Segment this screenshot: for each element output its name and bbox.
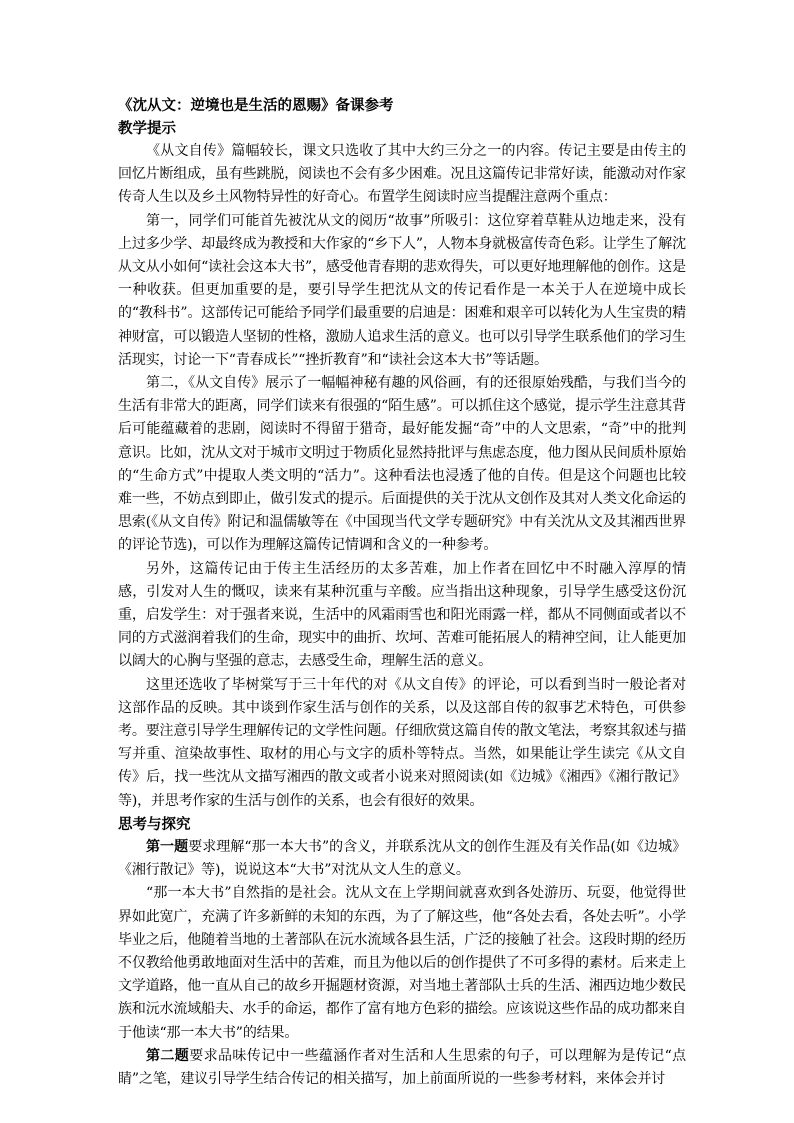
paragraph-text: 这里还选收了毕树棠写于三十年代的对《从文自传》的评论，可以看到当时一般论者对这部作品的反映。其中谈到作家生活与创作的关系，以及这部自传的叙事艺术特色，可供参考。要注意引导学生理解传记的文学性问题。仔细欣赏这篇自传的散文笔法，考察其叙述与描写并重、渲染故事性、取材的用心与文字的质朴等特点。当然，如果能让学生读完《从文自传》后，找一些沈从文描写湘西的散文或者小说来对照阅读(如《边城》《湘西》《湘行散记》等)，并思考作家的生活与创作的关系，也会有很好的效果。 bbox=[118, 676, 686, 809]
paragraph-text: 要求理解“那一本大书”的含义，并联系沈从文的创作生涯及有关作品(如《边城》《湘行散记》等)，说说这本“大书”对沈从文人生的意义。 bbox=[118, 838, 686, 879]
paragraph bbox=[118, 558, 686, 674]
paragraph-text: 第一，同学们可能首先被沈从文的阅历“故事”所吸引：这位穿着草鞋从边地走来，没有上过多少学、却最终成为教授和大作家的“乡下人”，人物本身就极富传奇色彩。让学生了解沈从文从小如何“读社会这本大书”，感受他青春期的悲欢得失，可以更好地理解他的创作。这是一种收获。但更加重要的是，要引导学生把沈从文的传记看作是一本关于人在逆境中成长的“教科书”。这部传记可能给予同学们最重要的启迪是：困难和艰辛可以转化为人生宝贵的精神财富，可以锻造人坚韧的性格，激励人追求生活的意义。也可以引导学生联系他们的学习生活现实，讨论一下“青春成长”“挫折教育”和“读社会这本大书”等话题。 bbox=[118, 212, 687, 368]
paragraph-text: 《从文自传》篇幅较长，课文只选收了其中大约三分之一的内容。传记主要是由传主的回忆片断组成，虽有些跳脱，阅读也不会有多少困难。况且这篇传记非常好读，能激动对作家传奇人生以及乡土风物特异性的好奇心。布置学生阅读时应当提醒注意两个重点： bbox=[118, 143, 686, 206]
question-lead: 第一题 bbox=[146, 838, 189, 855]
question-lead: 第二题 bbox=[146, 1047, 190, 1064]
paragraph bbox=[118, 140, 686, 210]
paragraph bbox=[118, 210, 686, 372]
section-heading-teaching-tips: 教学提示 bbox=[118, 120, 176, 137]
document-page bbox=[118, 94, 686, 1091]
paragraph bbox=[118, 372, 686, 558]
document-title: 《沈从文：逆境也是生活的恩赐》备课参考 bbox=[118, 97, 394, 114]
paragraph bbox=[118, 882, 686, 1044]
paragraph-text: 第二，《从文自传》展示了一幅幅神秘有趣的风俗画，有的还很原始残酷，与我们当今的生活有非常大的距离，同学们读来有很强的“陌生感”。可以抓住这个感觉，提示学生注意其背后可能蕴藏着的悲剧，阅读时不得留于猎奇，最好能发掘“奇”中的人文思索，“奇”中的批判意识。比如，沈从文对于城市文明过于物质化显然持批评与焦虑态度，他力图从民间质朴原始的“生命方式”中提取人类文明的“活力”。这种看法也浸透了他的自传。但是这个问题也比较难一些，不妨点到即止，做引发式的提示。后面提供的关于沈从文创作及其对人类文化命运的思索(《从文自传》附记和温儒敏等在《中国现当代文学专题研究》中有关沈从文及其湘西世界的评论节选)，可以作为理解这篇传记情调和含义的一种参考。 bbox=[118, 375, 687, 554]
section-heading-thinking-exploring: 思考与探究 bbox=[118, 815, 191, 833]
paragraph-text: 要求品味传记中一些蕴涵作者对生活和人生思索的句子，可以理解为是传记“点睛”之笔，建议引导学生结合传记的相关描写，加上前面所说的一些参考材料，来体会并讨 bbox=[118, 1047, 686, 1087]
paragraph bbox=[118, 1045, 686, 1091]
paragraph bbox=[118, 836, 686, 882]
paragraph-text: “那一本大书”自然指的是社会。沈从文在上学期间就喜欢到各处游历、玩耍，他觉得世界如此宽广，充满了许多新鲜的未知的东西，为了了解这些，他“各处去看，各处去听”。小学毕业之后，他随着当地的土著部队在沅水流域各县生活，广泛的接触了社会。这段时期的经历不仅教给他勇敢地面对生活中的苦难，而且为他以后的创作提供了不可多得的素材。后来走上文学道路，他一直从自己的故乡开掘题材资源，对当地土著部队士兵的生活、湘西边地少数民族和沅水流域船夫、水手的命运，都作了富有地方色彩的描绘。应该说这些作品的成功都来自于他读“那一本大书”的结果。 bbox=[118, 885, 687, 1041]
paragraph-text: 另外，这篇传记由于传主生活经历的太多苦难，加上作者在回忆中不时融入淳厚的情感，引发对人生的慨叹，读来有某种沉重与辛酸。应当指出这种现象，引导学生感受这份沉重，启发学生：对于强者来说，生活中的风霜雨雪也和阳光雨露一样，都从不同侧面或者以不同的方式滋润着我们的生命，现实中的曲折、坎坷、苦难可能拓展人的精神空间，让人能更加以阔大的心胸与坚强的意志，去感受生命，理解生活的意义。 bbox=[118, 560, 686, 670]
paragraph bbox=[118, 674, 686, 813]
